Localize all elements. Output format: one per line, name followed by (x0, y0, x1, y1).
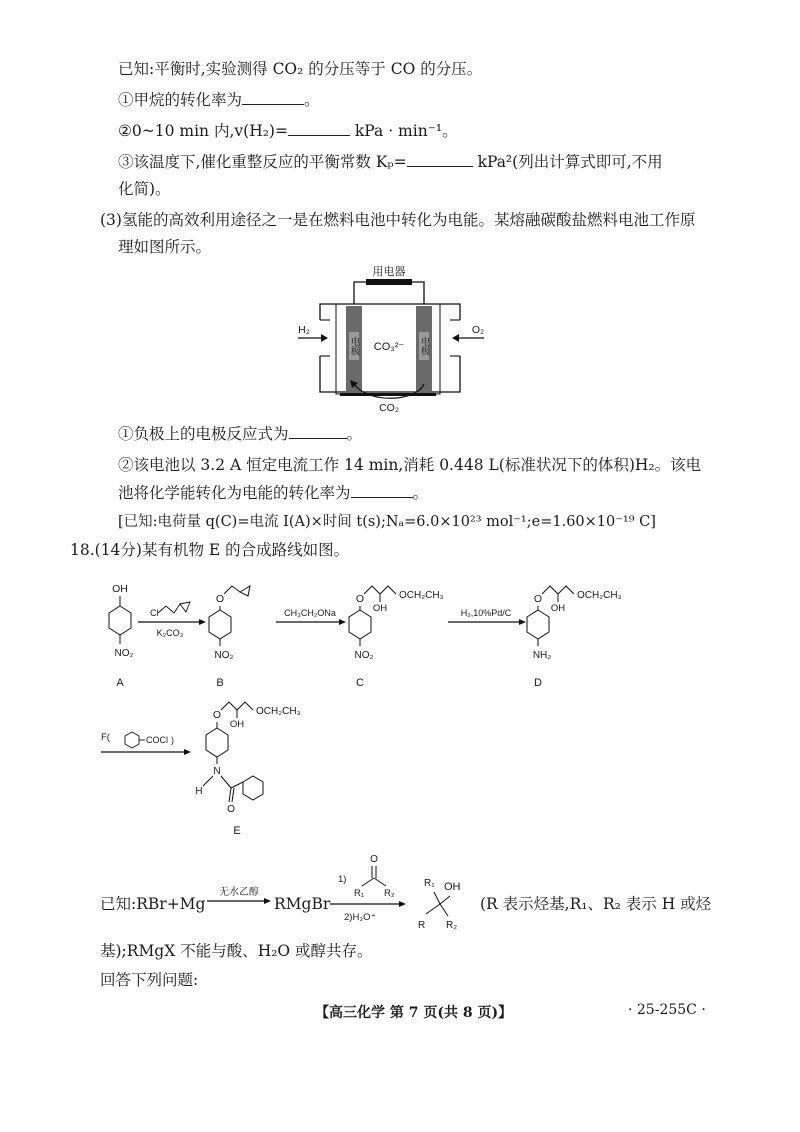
h2-input-label: H₂ (298, 324, 310, 336)
svg-text:H: H (195, 786, 203, 797)
svg-text:OH: OH (550, 603, 566, 614)
label-d: D (534, 677, 542, 689)
svg-text:R₁: R₁ (354, 888, 365, 899)
o2-input-label: O₂ (471, 324, 485, 336)
svg-text:R₁: R₁ (424, 878, 435, 889)
molecule-c (349, 586, 444, 661)
svg-text:OCH₂CH₃: OCH₂CH₃ (577, 590, 622, 601)
cell-question-2-cont: 池将化学能转化为电能的转化率为 。 (118, 484, 429, 502)
q18-title: 18.(14分)某有机物 E 的合成路线如图。 (70, 541, 350, 559)
known-suffix: (R 表示烃基,R₁、R₂ 表示 H 或烃 (480, 895, 712, 913)
svg-text:OH: OH (229, 719, 245, 730)
sub-question-1: ①甲烷的转化率为 。 (118, 91, 320, 109)
paper-code: · 25-255C · (628, 1002, 706, 1018)
known-arrow-2 (326, 848, 476, 940)
svg-text:O: O (533, 593, 543, 605)
known-mid: RMgBr (274, 895, 331, 913)
sub-question-2: ②0~10 min 内,v(H₂)= kPa · min⁻¹。 (118, 122, 458, 140)
synthesis-route-row2 (95, 698, 355, 838)
svg-text:H₂,10%Pd/C: H₂,10%Pd/C (460, 608, 512, 618)
svg-text:NO₂: NO₂ (114, 648, 134, 659)
sub-question-3: ③该温度下,催化重整反应的平衡常数 Kₚ= kPa²(列出计算式即可,不用 (118, 153, 663, 171)
svg-text:CH₃CH₂ONa: CH₃CH₂ONa (284, 608, 336, 618)
molecule-a (109, 583, 134, 659)
molecule-e (195, 702, 300, 815)
section-3-intro: (3)氢能的高效利用途径之一是在燃料电池中转化为电能。某熔融碳酸盐燃料电池工作原 (100, 211, 696, 229)
answer-prompt: 回答下列问题: (100, 971, 199, 989)
svg-text:Cl: Cl (150, 608, 159, 618)
cell-question-2: ②该电池以 3.2 A 恒定电流工作 14 min,消耗 0.448 L(标准状况下的体积)H₂。该电 (118, 456, 702, 474)
co2-label: CO₂ (379, 402, 399, 414)
label-e: E (233, 825, 241, 837)
svg-text:R₂: R₂ (384, 888, 395, 899)
svg-text:R: R (418, 920, 426, 931)
appliance-block (366, 279, 412, 285)
svg-text:): ) (171, 735, 174, 745)
sub-question-3-cont: 化简)。 (118, 180, 171, 198)
left-electrode-label: 电极 (348, 336, 360, 356)
svg-text:K₂CO₃: K₂CO₃ (156, 628, 184, 638)
fuel-cell-diagram (290, 262, 500, 417)
known-line2: 基);RMgX 不能与酸、H₂O 或醇共存。 (100, 942, 373, 960)
svg-text:COCl: COCl (146, 735, 168, 745)
molecule-d (527, 586, 622, 661)
svg-text:OH: OH (112, 583, 128, 595)
page-footer: 【高三化学 第 7 页(共 8 页)】 (315, 1005, 513, 1021)
svg-text:OH: OH (444, 881, 461, 893)
section-3-intro-cont: 理如图所示。 (118, 238, 212, 256)
answer-blank[interactable] (351, 483, 413, 498)
answer-blank[interactable] (289, 424, 347, 439)
svg-text:1): 1) (338, 874, 347, 885)
svg-text:NH₂: NH₂ (532, 650, 552, 661)
svg-text:O: O (370, 854, 378, 865)
answer-blank[interactable] (288, 121, 350, 136)
molecule-b (209, 586, 250, 661)
svg-text:OCH₂CH₃: OCH₂CH₃ (256, 706, 301, 717)
label-a: A (116, 677, 124, 689)
cell-question-1: ①负极上的电极反应式为 。 (118, 425, 363, 443)
answer-blank[interactable] (242, 90, 304, 105)
svg-text:OH: OH (372, 603, 388, 614)
svg-text:2)H₃O⁺: 2)H₃O⁺ (344, 912, 376, 923)
svg-text:无水乙醇: 无水乙醇 (219, 887, 259, 898)
appliance-label: 用电器 (372, 266, 406, 278)
label-c: C (356, 677, 364, 689)
svg-text:R₂: R₂ (446, 920, 458, 931)
svg-text:O: O (355, 593, 365, 605)
known-text: 已知:平衡时,实验测得 CO₂ 的分压等于 CO 的分压。 (118, 60, 483, 78)
known-arrow-1 (205, 885, 275, 915)
svg-text:O: O (227, 804, 235, 815)
svg-text:NO₂: NO₂ (214, 650, 234, 661)
svg-text:O: O (215, 593, 225, 605)
answer-blank[interactable] (407, 152, 473, 167)
synthesis-route-row1 (90, 580, 650, 692)
known-prefix: 已知:RBr+Mg (100, 895, 206, 913)
electrolyte-label: CO₃²⁻ (373, 341, 405, 353)
label-b: B (216, 677, 224, 689)
cell-known-data: [已知:电荷量 q(C)=电流 I(A)×时间 t(s);Nₐ=6.0×10²³ mol⁻¹;e=1.60×10⁻¹⁹ C] (118, 514, 656, 530)
svg-text:OCH₂CH₃: OCH₂CH₃ (399, 590, 444, 601)
svg-text:F(: F( (101, 732, 110, 743)
right-electrode-label: 电极 (418, 336, 430, 356)
svg-text:O: O (212, 709, 222, 721)
svg-text:N: N (213, 766, 221, 777)
svg-text:NO₂: NO₂ (354, 650, 374, 661)
